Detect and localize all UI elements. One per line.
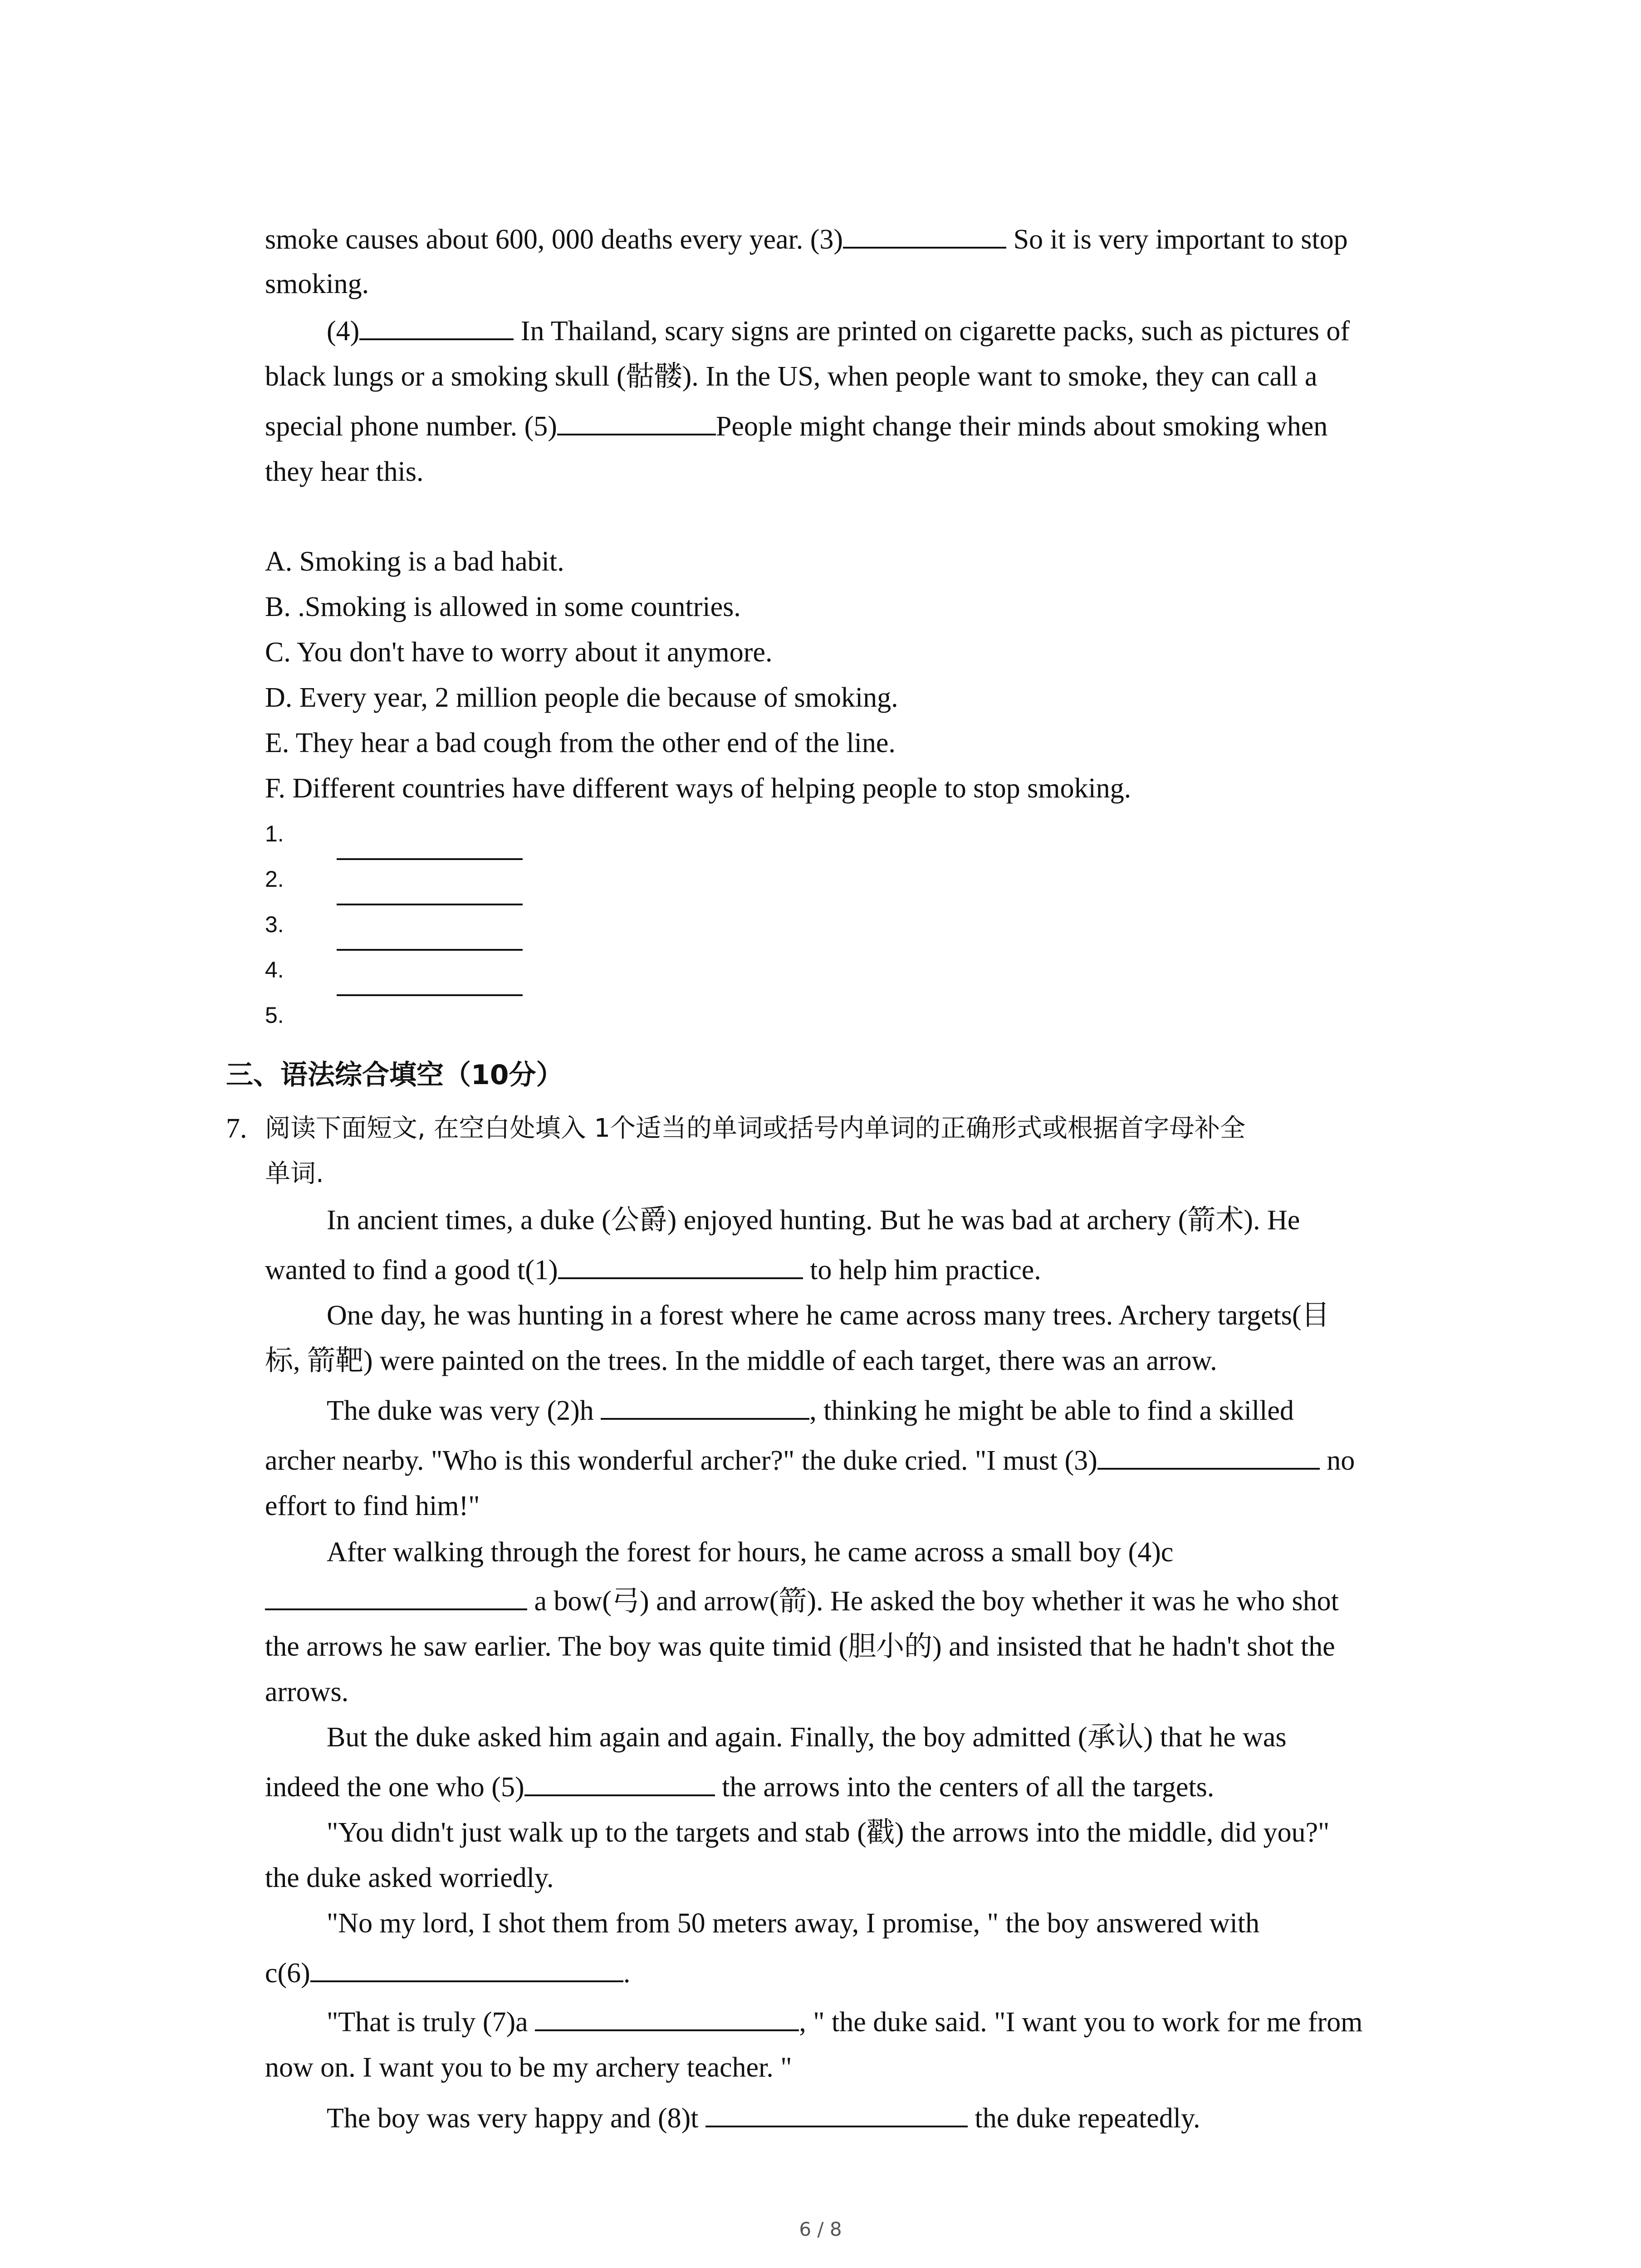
- option-c: C. You don't have to worry about it anymore.: [265, 637, 773, 668]
- answer-number: 4.: [265, 957, 284, 982]
- passage-line: 标, 箭靶) were painted on the trees. In the middle of each target, there was an arrow.: [265, 1345, 1217, 1376]
- answer-number: 2.: [265, 866, 284, 892]
- passage-line: But the duke asked him again and again. Finally, the boy admitted (承认) that he was: [327, 1722, 1287, 1753]
- answer-blank-3[interactable]: [337, 949, 523, 951]
- passage-line: wanted to find a good t(1) to help him practice.: [265, 1252, 1041, 1288]
- answer-blank-4[interactable]: [337, 994, 523, 996]
- blank-grammar-1[interactable]: [558, 1252, 803, 1279]
- passage-line: the arrows he saw earlier. The boy was quite timid (胆小的) and insisted that he hadn't shot the: [265, 1631, 1335, 1662]
- blank-grammar-8[interactable]: [705, 2100, 968, 2127]
- blank-4[interactable]: [359, 313, 514, 340]
- blank-grammar-3[interactable]: [1097, 1442, 1320, 1470]
- blank-3[interactable]: [843, 221, 1006, 249]
- passage-line: After walking through the forest for hours, he came across a small boy (4)c: [327, 1537, 1174, 1568]
- passage-line: a bow(弓) and arrow(箭). He asked the boy whether it was he who shot: [265, 1583, 1339, 1619]
- section-heading: 三、语法综合填空（10分）: [226, 1059, 563, 1091]
- option-f: F. Different countries have different ways of helping people to stop smoking.: [265, 773, 1132, 804]
- passage-line: "No my lord, I shot them from 50 meters away, I promise, " the boy answered with: [327, 1908, 1259, 1939]
- question-instruction: 阅读下面短文, 在空白处填入 1个适当的单词或括号内单词的正确形式或根据首字母补全: [265, 1114, 1246, 1143]
- blank-grammar-6[interactable]: [310, 1955, 623, 1982]
- passage-line: archer nearby. "Who is this wonderful archer?" the duke cried. "I must (3) no: [265, 1442, 1355, 1479]
- passage-line: arrows.: [265, 1677, 349, 1707]
- passage-line: smoke causes about 600, 000 deaths every year. (3) So it is very important to stop: [265, 221, 1348, 258]
- passage-line: One day, he was hunting in a forest where he came across many trees. Archery targets(目: [327, 1300, 1330, 1331]
- passage-line: (4) In Thailand, scary signs are printed on cigarette packs, such as pictures of: [327, 313, 1350, 349]
- passage-line: special phone number. (5) People might change their minds about smoking when: [265, 408, 1327, 445]
- blank-grammar-4[interactable]: [265, 1583, 527, 1610]
- passage-line: they hear this.: [265, 456, 424, 487]
- answer-number: 5.: [265, 1002, 284, 1028]
- passage-line: black lungs or a smoking skull (骷髅). In the US, when people want to smoke, they can call a: [265, 361, 1318, 392]
- answer-blank-1[interactable]: [337, 858, 523, 860]
- passage-line: The boy was very happy and (8)t the duke repeatedly.: [327, 2100, 1200, 2136]
- question-instruction: 单词.: [265, 1159, 324, 1188]
- option-b: B. .Smoking is allowed in some countries.: [265, 591, 741, 622]
- blank-grammar-5[interactable]: [524, 1769, 715, 1796]
- blank-grammar-2[interactable]: [601, 1393, 809, 1420]
- answer-number: 3.: [265, 912, 284, 937]
- passage-line: c(6) .: [265, 1955, 630, 1991]
- passage-line: the duke asked worriedly.: [265, 1862, 554, 1893]
- option-d: D. Every year, 2 million people die because of smoking.: [265, 682, 898, 713]
- passage-line: smoking.: [265, 269, 369, 299]
- passage-line: In ancient times, a duke (公爵) enjoyed hunting. But he was bad at archery (箭术). He: [327, 1205, 1300, 1236]
- answer-blank-2[interactable]: [337, 904, 523, 905]
- question-number: 7.: [226, 1113, 247, 1144]
- passage-line: The duke was very (2)h , thinking he might be able to find a skilled: [327, 1393, 1294, 1429]
- option-a: A. Smoking is a bad habit.: [265, 546, 564, 577]
- passage-line: "That is truly (7)a , " the duke said. "I want you to work for me from: [327, 2004, 1362, 2040]
- passage-line: effort to find him!": [265, 1491, 480, 1521]
- answer-number: 1.: [265, 821, 284, 846]
- blank-grammar-7[interactable]: [535, 2004, 799, 2031]
- page-number: 6 / 8: [799, 2218, 842, 2240]
- passage-line: now on. I want you to be my archery teacher. ": [265, 2052, 792, 2083]
- option-e: E. They hear a bad cough from the other end of the line.: [265, 728, 896, 758]
- passage-line: "You didn't just walk up to the targets and stab (戳) the arrows into the middle, did you?": [327, 1817, 1330, 1848]
- blank-5[interactable]: [557, 408, 716, 435]
- passage-line: indeed the one who (5) the arrows into the centers of all the targets.: [265, 1769, 1214, 1805]
